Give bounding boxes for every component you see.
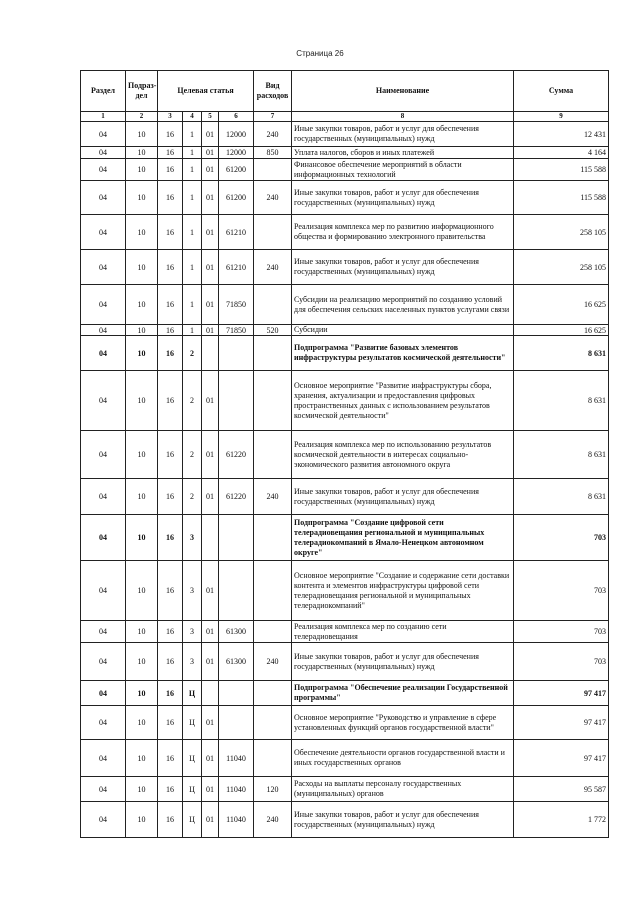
cell-target-d: 61210	[219, 215, 254, 250]
cell-target-d: 61220	[219, 431, 254, 479]
cell-target-b: Ц	[183, 706, 202, 740]
cell-target-a: 16	[158, 336, 183, 371]
cell-target-a: 16	[158, 122, 183, 147]
cell-target-c	[202, 681, 219, 706]
cell-target-c: 01	[202, 802, 219, 838]
cell-target-b: 3	[183, 621, 202, 643]
cell-target-b: 3	[183, 561, 202, 621]
cell-target-a: 16	[158, 621, 183, 643]
cell-sum: 95 587	[514, 777, 609, 802]
cell-name: Иные закупки товаров, работ и услуг для обеспечения государственных (муниципальных) нужд	[292, 643, 514, 681]
cell-expense-type	[254, 336, 292, 371]
cell-sum: 12 431	[514, 122, 609, 147]
table-row	[81, 122, 609, 147]
cell-target-c: 01	[202, 285, 219, 325]
cell-razdel: 04	[81, 740, 126, 777]
cell-sum: 703	[514, 515, 609, 561]
table-row	[81, 285, 609, 325]
cell-target-a: 16	[158, 643, 183, 681]
cell-target-a: 16	[158, 215, 183, 250]
cell-podrazdel: 10	[126, 479, 158, 515]
cell-expense-type: 240	[254, 122, 292, 147]
cell-target-b: 2	[183, 336, 202, 371]
table-row	[81, 740, 609, 777]
cell-target-a: 16	[158, 706, 183, 740]
cell-expense-type: 240	[254, 250, 292, 285]
column-number: 1	[81, 112, 126, 122]
cell-target-b: 1	[183, 181, 202, 215]
table-row	[81, 336, 609, 371]
cell-target-c: 01	[202, 431, 219, 479]
cell-target-c: 01	[202, 371, 219, 431]
cell-expense-type	[254, 515, 292, 561]
table-row	[81, 681, 609, 706]
cell-target-c: 01	[202, 643, 219, 681]
header-expense-type: Вид расходов	[254, 71, 292, 112]
table-row	[81, 159, 609, 181]
cell-target-d: 11040	[219, 802, 254, 838]
cell-podrazdel: 10	[126, 621, 158, 643]
cell-target-b: 2	[183, 371, 202, 431]
cell-target-a: 16	[158, 147, 183, 159]
cell-target-d	[219, 336, 254, 371]
cell-target-c: 01	[202, 561, 219, 621]
cell-podrazdel: 10	[126, 181, 158, 215]
cell-sum: 4 164	[514, 147, 609, 159]
cell-podrazdel: 10	[126, 706, 158, 740]
column-number: 7	[254, 112, 292, 122]
cell-razdel: 04	[81, 181, 126, 215]
cell-target-a: 16	[158, 740, 183, 777]
cell-target-d	[219, 561, 254, 621]
column-number: 2	[126, 112, 158, 122]
table-row	[81, 515, 609, 561]
cell-target-b: 3	[183, 643, 202, 681]
cell-podrazdel: 10	[126, 515, 158, 561]
cell-target-d: 61200	[219, 181, 254, 215]
cell-expense-type	[254, 431, 292, 479]
cell-target-d: 11040	[219, 777, 254, 802]
page-number-label: Страница 26	[296, 49, 344, 58]
cell-target-b: 1	[183, 215, 202, 250]
cell-target-a: 16	[158, 285, 183, 325]
cell-sum: 703	[514, 643, 609, 681]
cell-expense-type: 120	[254, 777, 292, 802]
cell-name: Субсидии	[292, 325, 514, 336]
cell-razdel: 04	[81, 706, 126, 740]
cell-expense-type	[254, 681, 292, 706]
cell-razdel: 04	[81, 250, 126, 285]
cell-expense-type: 240	[254, 802, 292, 838]
table-row	[81, 325, 609, 336]
column-number: 4	[183, 112, 202, 122]
cell-target-c: 01	[202, 215, 219, 250]
cell-razdel: 04	[81, 122, 126, 147]
cell-expense-type	[254, 621, 292, 643]
header-sum: Сумма	[514, 71, 609, 112]
header-podrazdel: Подраз-дел	[126, 71, 158, 112]
cell-sum: 8 631	[514, 371, 609, 431]
cell-sum: 97 417	[514, 740, 609, 777]
cell-name: Реализация комплекса мер по использованию результатов космической деятельности в интересах социально-экономического развития автономного округа	[292, 431, 514, 479]
table-row	[81, 777, 609, 802]
cell-expense-type	[254, 371, 292, 431]
cell-target-a: 16	[158, 431, 183, 479]
cell-razdel: 04	[81, 147, 126, 159]
cell-target-d: 12000	[219, 122, 254, 147]
cell-target-a: 16	[158, 479, 183, 515]
cell-expense-type: 240	[254, 479, 292, 515]
cell-sum: 97 417	[514, 706, 609, 740]
cell-target-a: 16	[158, 159, 183, 181]
cell-target-c: 01	[202, 250, 219, 285]
table-row	[81, 621, 609, 643]
cell-target-d: 71850	[219, 325, 254, 336]
column-number: 3	[158, 112, 183, 122]
cell-target-b: 1	[183, 147, 202, 159]
cell-target-b: 1	[183, 122, 202, 147]
cell-name: Основное мероприятие "Развитие инфраструктуры сбора, хранения, актуализации и предоставления цифровых пространственных данных с использованием результатов космической деятельности"	[292, 371, 514, 431]
cell-razdel: 04	[81, 285, 126, 325]
cell-name: Субсидии на реализацию мероприятий по созданию условий для обеспечения сельских населенных пунктов услугами связи	[292, 285, 514, 325]
cell-razdel: 04	[81, 802, 126, 838]
cell-razdel: 04	[81, 515, 126, 561]
cell-podrazdel: 10	[126, 122, 158, 147]
cell-target-d	[219, 681, 254, 706]
table-row	[81, 215, 609, 250]
cell-podrazdel: 10	[126, 802, 158, 838]
cell-target-b: Ц	[183, 802, 202, 838]
cell-razdel: 04	[81, 681, 126, 706]
cell-target-b: 1	[183, 325, 202, 336]
cell-name: Иные закупки товаров, работ и услуг для обеспечения государственных (муниципальных) нужд	[292, 250, 514, 285]
cell-target-c: 01	[202, 159, 219, 181]
table-row	[81, 479, 609, 515]
cell-target-a: 16	[158, 515, 183, 561]
cell-expense-type	[254, 215, 292, 250]
cell-target-b: 3	[183, 515, 202, 561]
cell-podrazdel: 10	[126, 336, 158, 371]
header-razdel: Раздел	[81, 71, 126, 112]
cell-target-b: 1	[183, 285, 202, 325]
cell-sum: 1 772	[514, 802, 609, 838]
cell-target-d: 71850	[219, 285, 254, 325]
cell-target-c: 01	[202, 325, 219, 336]
cell-podrazdel: 10	[126, 215, 158, 250]
cell-razdel: 04	[81, 479, 126, 515]
column-number: 8	[292, 112, 514, 122]
cell-target-a: 16	[158, 561, 183, 621]
cell-sum: 97 417	[514, 681, 609, 706]
cell-sum: 8 631	[514, 431, 609, 479]
cell-podrazdel: 10	[126, 643, 158, 681]
cell-name: Иные закупки товаров, работ и услуг для обеспечения государственных (муниципальных) нужд	[292, 802, 514, 838]
table-row	[81, 147, 609, 159]
cell-razdel: 04	[81, 325, 126, 336]
cell-sum: 258 105	[514, 250, 609, 285]
cell-target-d: 61200	[219, 159, 254, 181]
table-row	[81, 643, 609, 681]
cell-name: Подпрограмма "Обеспечение реализации Государственной программы"	[292, 681, 514, 706]
cell-expense-type: 850	[254, 147, 292, 159]
header-name: Наименование	[292, 71, 514, 112]
cell-target-b: 1	[183, 250, 202, 285]
cell-podrazdel: 10	[126, 431, 158, 479]
cell-target-d	[219, 371, 254, 431]
cell-name: Подпрограмма "Создание цифровой сети телерадиовещания региональной и муниципальных телерадиокомпаний в Ямало-Ненецком автономном округе"	[292, 515, 514, 561]
table-row	[81, 561, 609, 621]
cell-podrazdel: 10	[126, 561, 158, 621]
cell-podrazdel: 10	[126, 777, 158, 802]
cell-razdel: 04	[81, 336, 126, 371]
cell-razdel: 04	[81, 371, 126, 431]
cell-sum: 8 631	[514, 336, 609, 371]
column-number: 5	[202, 112, 219, 122]
cell-target-a: 16	[158, 325, 183, 336]
cell-expense-type	[254, 706, 292, 740]
cell-expense-type	[254, 740, 292, 777]
table-row	[81, 431, 609, 479]
budget-table	[80, 70, 609, 838]
cell-target-a: 16	[158, 250, 183, 285]
cell-target-c: 01	[202, 479, 219, 515]
table-body	[81, 122, 609, 838]
cell-podrazdel: 10	[126, 325, 158, 336]
cell-target-c: 01	[202, 621, 219, 643]
cell-expense-type: 520	[254, 325, 292, 336]
cell-sum: 16 625	[514, 285, 609, 325]
column-number: 9	[514, 112, 609, 122]
cell-name: Реализация комплекса мер по созданию сети телерадиовещания	[292, 621, 514, 643]
cell-target-b: 2	[183, 431, 202, 479]
cell-target-b: Ц	[183, 777, 202, 802]
column-number-row	[81, 112, 609, 122]
cell-target-c: 01	[202, 181, 219, 215]
cell-name: Основное мероприятие "Создание и содержание сети доставки контента и элементов инфраструктуры цифровой сети телерадиовещания региональной и муниципальных телерадиокомпаний"	[292, 561, 514, 621]
header-row	[81, 71, 609, 112]
cell-target-a: 16	[158, 371, 183, 431]
cell-podrazdel: 10	[126, 371, 158, 431]
cell-target-b: Ц	[183, 740, 202, 777]
cell-target-a: 16	[158, 777, 183, 802]
cell-expense-type: 240	[254, 181, 292, 215]
cell-sum: 703	[514, 561, 609, 621]
cell-podrazdel: 10	[126, 159, 158, 181]
cell-razdel: 04	[81, 431, 126, 479]
cell-target-c: 01	[202, 777, 219, 802]
cell-podrazdel: 10	[126, 681, 158, 706]
cell-target-d	[219, 706, 254, 740]
cell-expense-type	[254, 285, 292, 325]
table-row	[81, 706, 609, 740]
cell-podrazdel: 10	[126, 147, 158, 159]
cell-target-b: 2	[183, 479, 202, 515]
cell-target-d: 61220	[219, 479, 254, 515]
cell-sum: 703	[514, 621, 609, 643]
cell-razdel: 04	[81, 159, 126, 181]
cell-name: Уплата налогов, сборов и иных платежей	[292, 147, 514, 159]
cell-expense-type: 240	[254, 643, 292, 681]
table-row	[81, 181, 609, 215]
cell-target-d: 12000	[219, 147, 254, 159]
cell-razdel: 04	[81, 643, 126, 681]
cell-target-a: 16	[158, 181, 183, 215]
cell-razdel: 04	[81, 621, 126, 643]
cell-name: Иные закупки товаров, работ и услуг для обеспечения государственных (муниципальных) нужд	[292, 479, 514, 515]
cell-target-b: Ц	[183, 681, 202, 706]
cell-target-d: 61210	[219, 250, 254, 285]
header-target-article: Целевая статья	[158, 71, 254, 112]
cell-target-a: 16	[158, 681, 183, 706]
cell-target-c: 01	[202, 706, 219, 740]
cell-target-d: 61300	[219, 643, 254, 681]
cell-razdel: 04	[81, 777, 126, 802]
cell-name: Основное мероприятие "Руководство и управление в сфере установленных функций органов государственной власти"	[292, 706, 514, 740]
cell-target-c	[202, 515, 219, 561]
table-row	[81, 802, 609, 838]
cell-sum: 115 588	[514, 159, 609, 181]
cell-name: Подпрограмма "Развитие базовых элементов инфраструктуры результатов космической деятельности"	[292, 336, 514, 371]
cell-sum: 258 105	[514, 215, 609, 250]
cell-target-b: 1	[183, 159, 202, 181]
cell-sum: 8 631	[514, 479, 609, 515]
cell-name: Иные закупки товаров, работ и услуг для обеспечения государственных (муниципальных) нужд	[292, 181, 514, 215]
cell-podrazdel: 10	[126, 740, 158, 777]
cell-target-c	[202, 336, 219, 371]
cell-name: Реализация комплекса мер по развитию информационного общества и формированию электронного правительства	[292, 215, 514, 250]
cell-expense-type	[254, 159, 292, 181]
cell-name: Расходы на выплаты персоналу государственных (муниципальных) органов	[292, 777, 514, 802]
column-number: 6	[219, 112, 254, 122]
cell-name: Финансовое обеспечение мероприятий в области информационных технологий	[292, 159, 514, 181]
table-row	[81, 250, 609, 285]
cell-name: Обеспечение деятельности органов государственной власти и иных государственных органов	[292, 740, 514, 777]
cell-razdel: 04	[81, 561, 126, 621]
cell-name: Иные закупки товаров, работ и услуг для обеспечения государственных (муниципальных) нужд	[292, 122, 514, 147]
cell-target-d	[219, 515, 254, 561]
cell-target-c: 01	[202, 147, 219, 159]
cell-podrazdel: 10	[126, 250, 158, 285]
cell-razdel: 04	[81, 215, 126, 250]
table-row	[81, 371, 609, 431]
cell-target-a: 16	[158, 802, 183, 838]
cell-target-d: 61300	[219, 621, 254, 643]
cell-target-d: 11040	[219, 740, 254, 777]
cell-target-c: 01	[202, 740, 219, 777]
cell-expense-type	[254, 561, 292, 621]
cell-sum: 16 625	[514, 325, 609, 336]
cell-sum: 115 588	[514, 181, 609, 215]
cell-podrazdel: 10	[126, 285, 158, 325]
cell-target-c: 01	[202, 122, 219, 147]
